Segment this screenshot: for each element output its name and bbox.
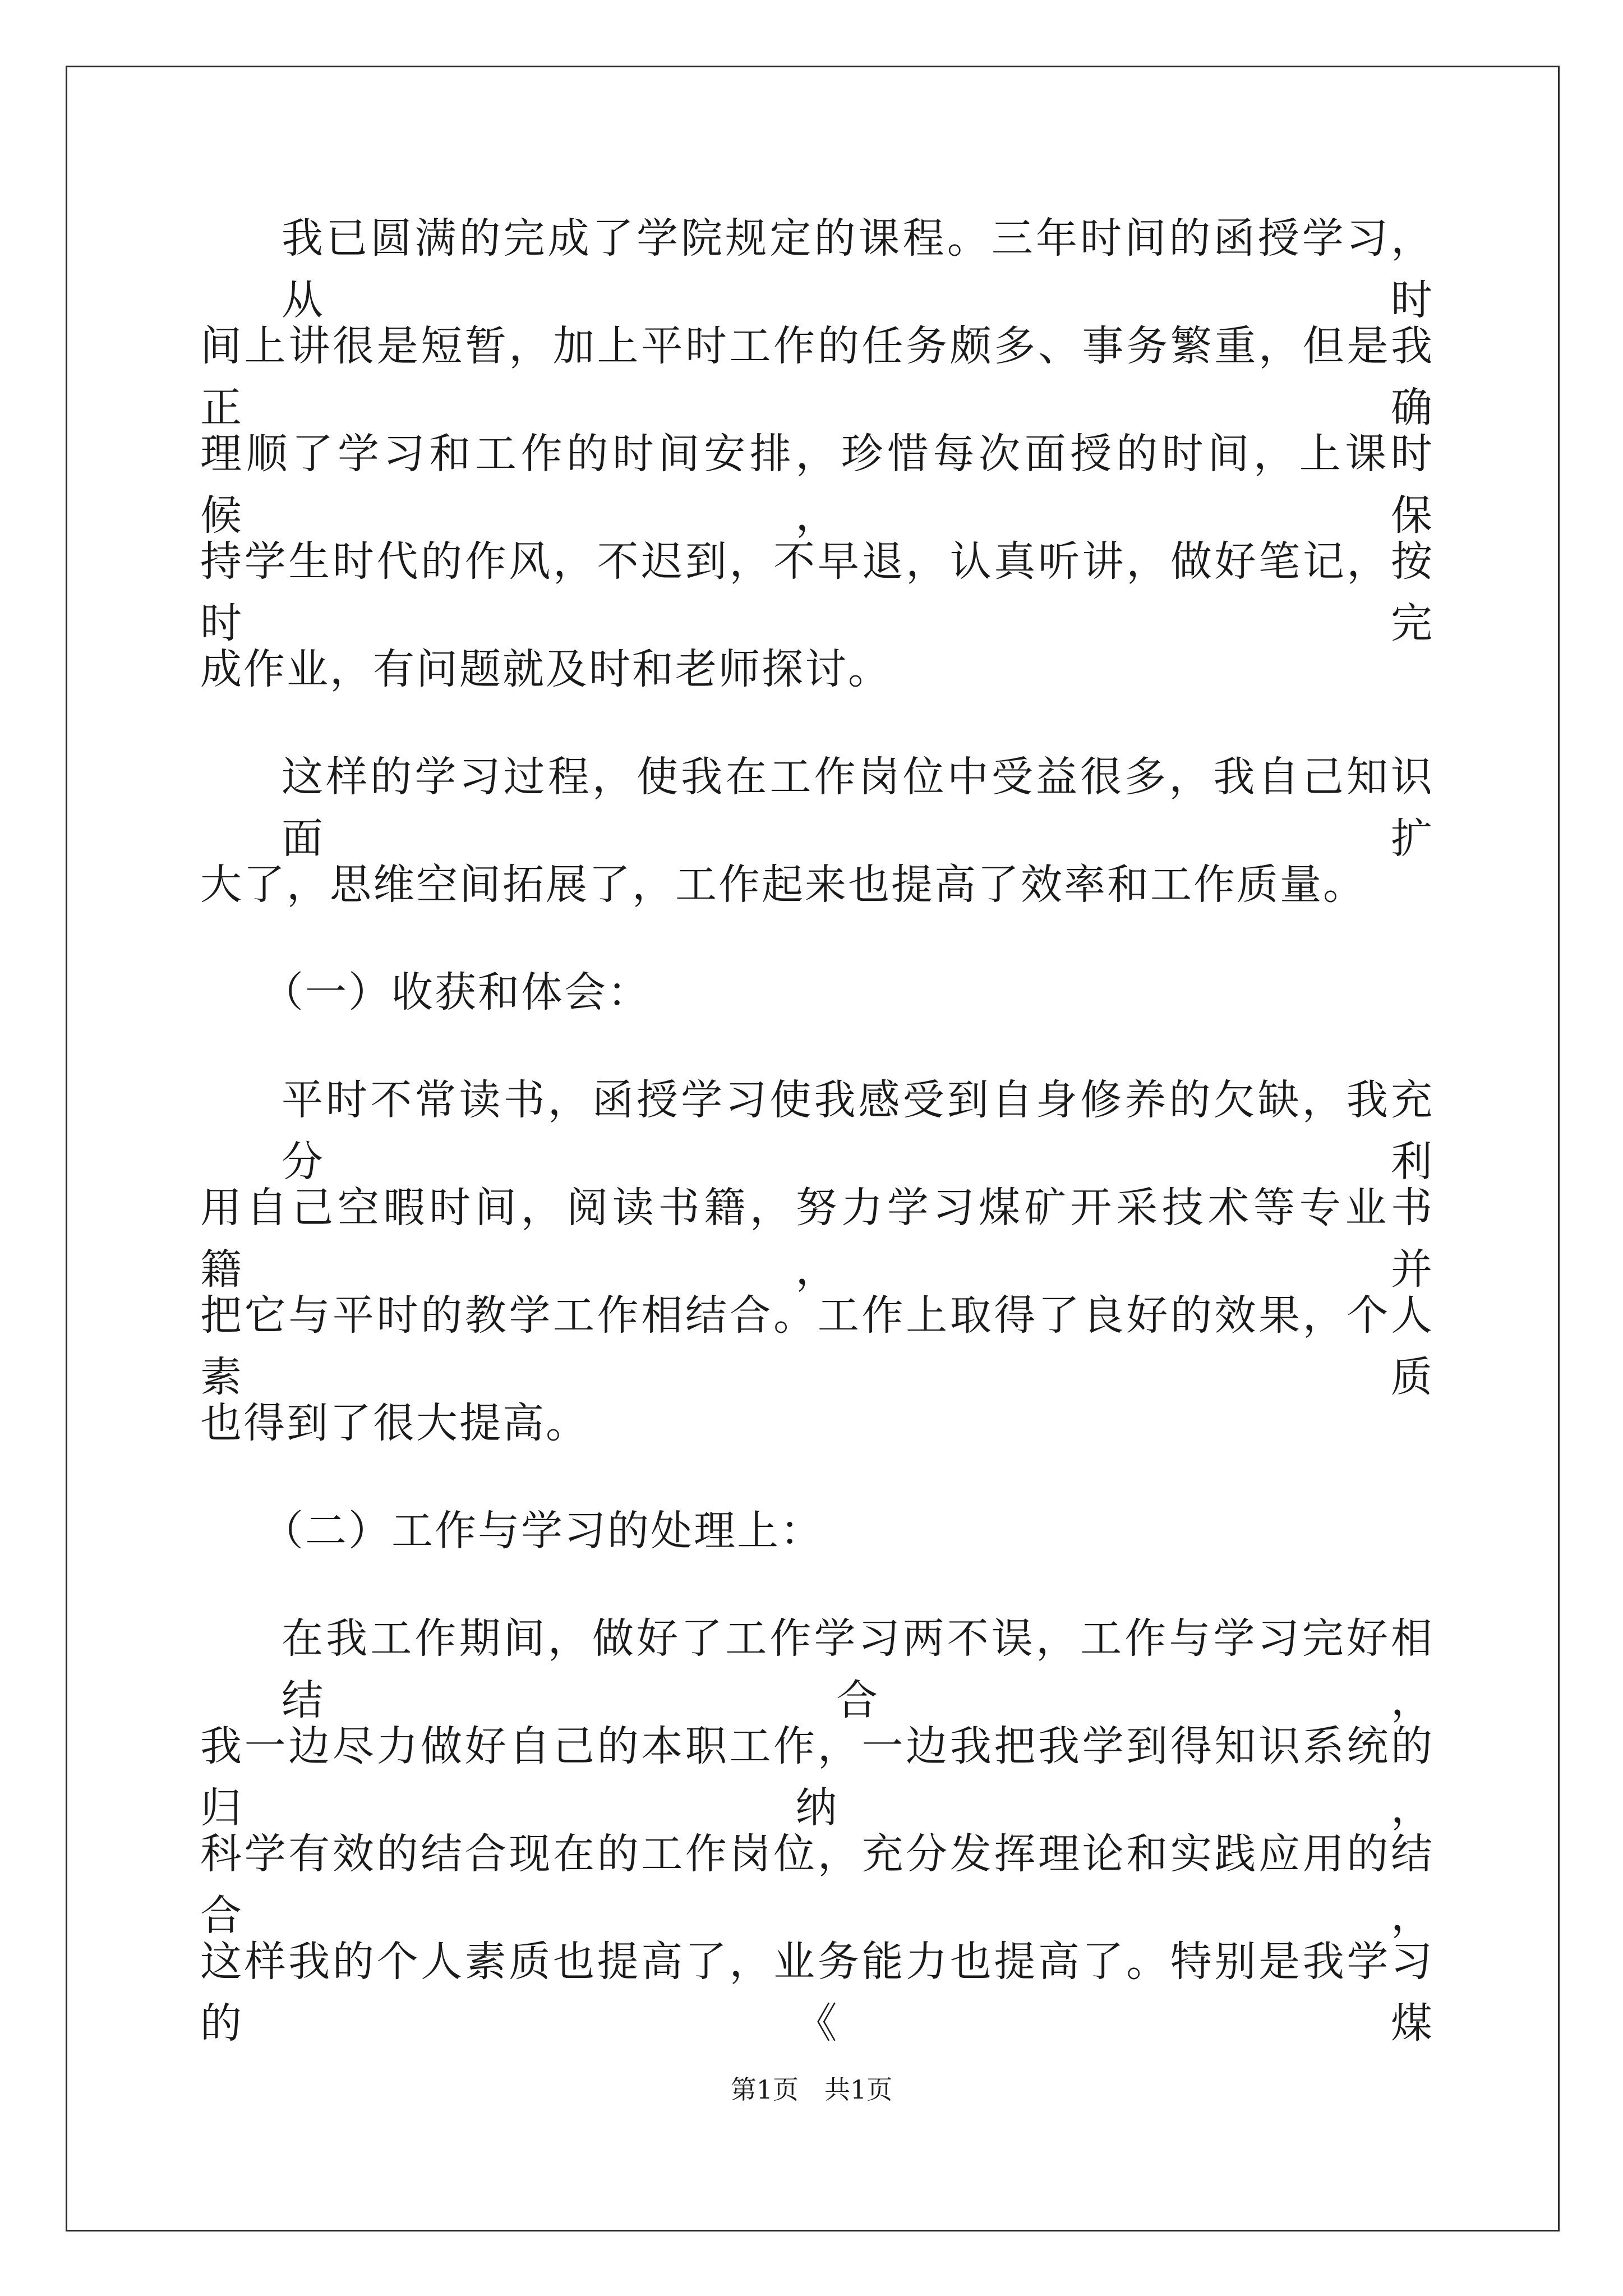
paragraph-3-line-1: 平时不常读书，函授学习使我感受到自身修养的欠缺，我充分利 <box>282 1076 1434 1186</box>
paragraph-1-line-5: 成作业，有问题就及时和老师探讨。 <box>200 645 891 693</box>
paragraph-4-line-1: 在我工作期间，做好了工作学习两不误，工作与学习完好相结合， <box>282 1614 1434 1724</box>
paragraph-1-line-3: 理顺了学习和工作的时间安排，珍惜每次面授的时间，上课时候，保 <box>200 430 1434 540</box>
paragraph-2-line-1: 这样的学习过程，使我在工作岗位中受益很多，我自己知识面扩 <box>282 753 1434 863</box>
paragraph-1-line-2: 间上讲很是短暂，加上平时工作的任务颇多、事务繁重，但是我正确 <box>200 322 1434 432</box>
page-footer: 第1页 共1页 <box>730 2074 893 2105</box>
paragraph-4-line-2: 我一边尽力做好自己的本职工作，一边我把我学到得知识系统的归纳， <box>200 1722 1434 1832</box>
paragraph-3-line-4: 也得到了很大提高。 <box>200 1399 589 1447</box>
section-heading-2: （二）工作与学习的处理上： <box>262 1507 823 1555</box>
paragraph-3-line-2: 用自己空暇时间，阅读书籍，努力学习煤矿开采技术等专业书籍，并 <box>200 1184 1434 1294</box>
paragraph-4-line-3: 科学有效的结合现在的工作岗位，充分发挥理论和实践应用的结合， <box>200 1830 1434 1940</box>
paragraph-1-line-1: 我已圆满的完成了学院规定的课程。三年时间的函授学习，从时 <box>282 214 1434 324</box>
paragraph-3-line-3: 把它与平时的教学工作相结合。工作上取得了良好的效果，个人素质 <box>200 1291 1434 1401</box>
paragraph-1-line-4: 持学生时代的作风，不迟到，不早退，认真听讲，做好笔记，按时完 <box>200 537 1434 647</box>
section-heading-1: （一）收获和体会： <box>262 968 651 1016</box>
paragraph-4-line-4: 这样我的个人素质也提高了，业务能力也提高了。特别是我学习的《煤 <box>200 1938 1434 2047</box>
paragraph-2-line-2: 大了，思维空间拓展了，工作起来也提高了效率和工作质量。 <box>200 861 1366 909</box>
